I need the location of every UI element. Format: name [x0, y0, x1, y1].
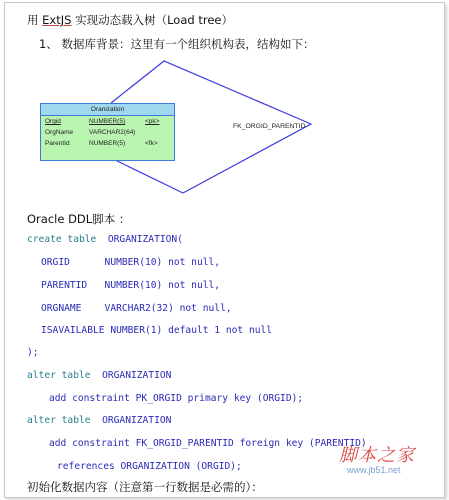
code-line-column — [41, 303, 232, 314]
entity-column-type: NUMBER(5) — [89, 140, 126, 147]
section-heading-db-background: 1、 数据库背景：这里有一个组织机构表，结构如下： — [39, 37, 315, 51]
code-text: ORGANIZATION( — [96, 234, 183, 245]
code-line-references: references ORGANIZATION (ORGID); — [57, 461, 242, 472]
section-heading-ddl: Oracle DDL脚本 ： — [27, 212, 131, 226]
site-watermark — [335, 441, 431, 481]
code-line-alter — [27, 370, 171, 381]
watermark-chinese-text: 脚本之家 — [339, 445, 415, 466]
title-extjs-word: ExtJS — [42, 13, 72, 27]
entity-row — [41, 127, 174, 138]
code-column-name: ORGID — [41, 257, 70, 268]
code-line-column — [41, 257, 220, 268]
title-prefix: 用 — [27, 13, 43, 27]
section-heading-init-data: 初始化数据内容（注意第一行数据是必需的）： — [27, 480, 263, 494]
title-suffix: 实现动态载入树（Load tree） — [71, 13, 233, 27]
entity-column-key: <pk> — [145, 118, 160, 125]
code-column-def: NUMBER(10) not null, — [104, 257, 221, 268]
code-keyword: alter table — [27, 415, 91, 426]
code-line-add-pk: add constraint PK_ORGID primary key (ORGID); — [49, 393, 304, 404]
code-line-create — [27, 234, 183, 245]
entity-organization-table — [40, 103, 175, 161]
code-column-def: NUMBER(1) default 1 not null — [110, 325, 273, 336]
code-column-def: NUMBER(10) not null, — [104, 280, 221, 291]
entity-row — [41, 138, 174, 149]
entity-column-name: OrgName — [45, 129, 74, 136]
entity-column-name: ParentId — [45, 140, 70, 147]
entity-column-name: Orgid — [45, 118, 61, 125]
code-text: ORGANIZATION — [90, 415, 172, 426]
code-column-name: PARENTID — [41, 280, 88, 291]
entity-name: Oranization — [41, 104, 174, 116]
entity-column-type: VARCHAR2(64) — [89, 129, 136, 136]
code-column-def: VARCHAR2(32) not null, — [104, 303, 232, 314]
document-page — [4, 2, 445, 498]
code-keyword: alter table — [27, 370, 91, 381]
code-line-column — [41, 325, 272, 336]
entity-column-type: NUMBER(5) — [89, 118, 126, 125]
code-column-name: ISAVAILABLE — [41, 325, 105, 336]
code-line-add-fk: add constraint FK_ORGID_PARENTID foreign key (PARENTID) — [49, 438, 367, 449]
code-line-column — [41, 280, 220, 291]
code-line-alter — [27, 415, 171, 426]
watermark-url: www.jb51.net — [347, 465, 401, 475]
code-text: ORGANIZATION — [90, 370, 172, 381]
code-keyword: create table — [27, 234, 97, 245]
code-line-close: ); — [27, 347, 39, 358]
relationship-label: FK_ORGID_PARENTID — [233, 123, 306, 130]
code-column-name: ORGNAME — [41, 303, 82, 314]
entity-column-key: <fk> — [145, 140, 158, 147]
entity-row — [41, 116, 174, 127]
